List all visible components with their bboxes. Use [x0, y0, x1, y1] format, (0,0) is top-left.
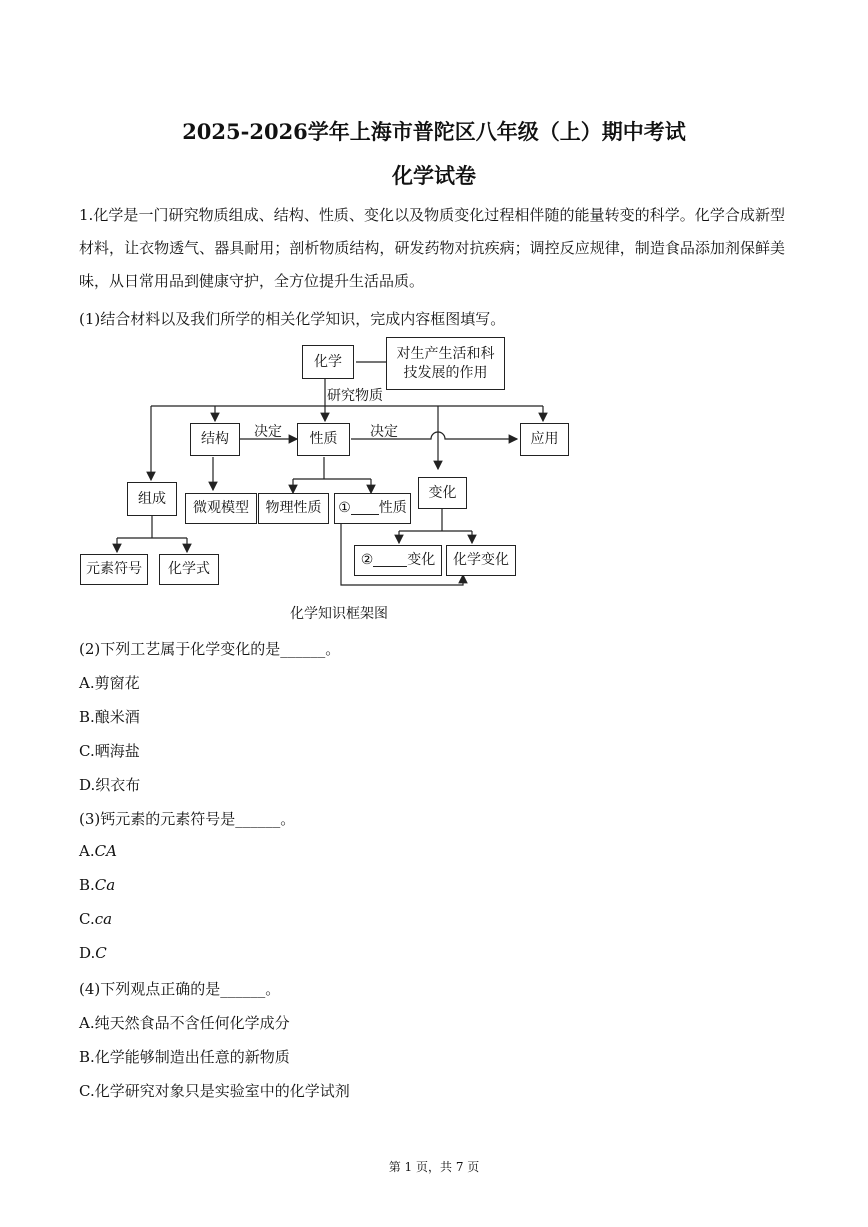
box-role: 对生产生活和科技发展的作用 — [386, 337, 505, 390]
box-composition: 组成 — [127, 482, 177, 516]
box-blank-1 — [334, 493, 411, 524]
question-intro: 1.化学是一门研究物质组成、结构、性质、变化以及物质变化过程相伴随的能量转变的科学。化学合成新型材料，让衣物透气、器具耐用；剖析物质结构，研发药物对抗疾病；调控反应规律，制造食品添加剂保鲜美味，从日常用品到健康守护，全方位提升生活品质。 — [79, 206, 785, 290]
part3-option-a[interactable] — [79, 842, 117, 860]
box-property: 性质 — [297, 423, 350, 456]
blank-1-number: ① — [338, 500, 351, 516]
part2-option-a[interactable]: A.剪窗花 — [79, 674, 140, 692]
option-symbol: Ca — [94, 876, 116, 894]
blank-2-line — [373, 554, 407, 567]
part3-option-c[interactable] — [79, 910, 112, 928]
option-letter: B. — [79, 876, 95, 894]
box-chemical-formula: 化学式 — [159, 554, 219, 585]
box-element-symbol: 元素符号 — [80, 554, 148, 585]
option-symbol: CA — [94, 842, 117, 860]
part3-stem: (3)钙元素的元素符号是______。 — [79, 810, 296, 828]
box-structure: 结构 — [190, 423, 240, 456]
part4-option-b[interactable]: B.化学能够制造出任意的新物质 — [79, 1048, 290, 1066]
knowledge-framework-diagram — [75, 335, 575, 595]
option-letter: C. — [79, 910, 95, 928]
part1-stem: (1)结合材料以及我们所学的相关化学知识，完成内容框图填写。 — [79, 310, 506, 328]
part2-option-b[interactable]: B.酿米酒 — [79, 708, 140, 726]
box-change: 变化 — [418, 477, 467, 509]
box-application: 应用 — [520, 423, 569, 456]
label-research: 研究物质 — [327, 388, 383, 404]
part2-stem: (2)下列工艺属于化学变化的是______。 — [79, 640, 341, 658]
page-footer: 第 1 页，共 7 页 — [388, 1160, 480, 1174]
blank-1-suffix: 性质 — [378, 500, 407, 516]
part4-option-a[interactable]: A.纯天然食品不含任何化学成分 — [79, 1014, 290, 1032]
box-blank-2 — [354, 545, 442, 576]
part3-option-b[interactable] — [79, 876, 115, 894]
part4-stem: (4)下列观点正确的是______。 — [79, 980, 281, 998]
blank-1-line — [351, 502, 379, 515]
option-symbol: C — [95, 944, 107, 962]
blank-2-suffix: 变化 — [407, 552, 436, 568]
part3-option-d[interactable] — [79, 944, 107, 962]
box-chemistry: 化学 — [302, 345, 354, 379]
part4-option-c[interactable]: C.化学研究对象只是实验室中的化学试剂 — [79, 1082, 350, 1100]
option-letter: A. — [79, 842, 95, 860]
box-physical-property: 物理性质 — [258, 493, 329, 524]
part2-option-d[interactable]: D.织衣布 — [79, 776, 141, 794]
box-chemical-change: 化学变化 — [446, 545, 516, 576]
exam-title: 2025-2026学年上海市普陀区八年级（上）期中考试 — [182, 119, 686, 144]
exam-subtitle: 化学试卷 — [392, 163, 476, 188]
diagram-caption: 化学知识框架图 — [290, 606, 388, 622]
box-micro-model: 微观模型 — [185, 493, 257, 524]
option-letter: D. — [79, 944, 96, 962]
label-decide-2: 决定 — [370, 424, 398, 440]
option-symbol: ca — [94, 910, 113, 928]
blank-2-number: ② — [360, 552, 374, 568]
part2-option-c[interactable]: C.晒海盐 — [79, 742, 140, 760]
label-decide-1: 决定 — [254, 424, 282, 440]
